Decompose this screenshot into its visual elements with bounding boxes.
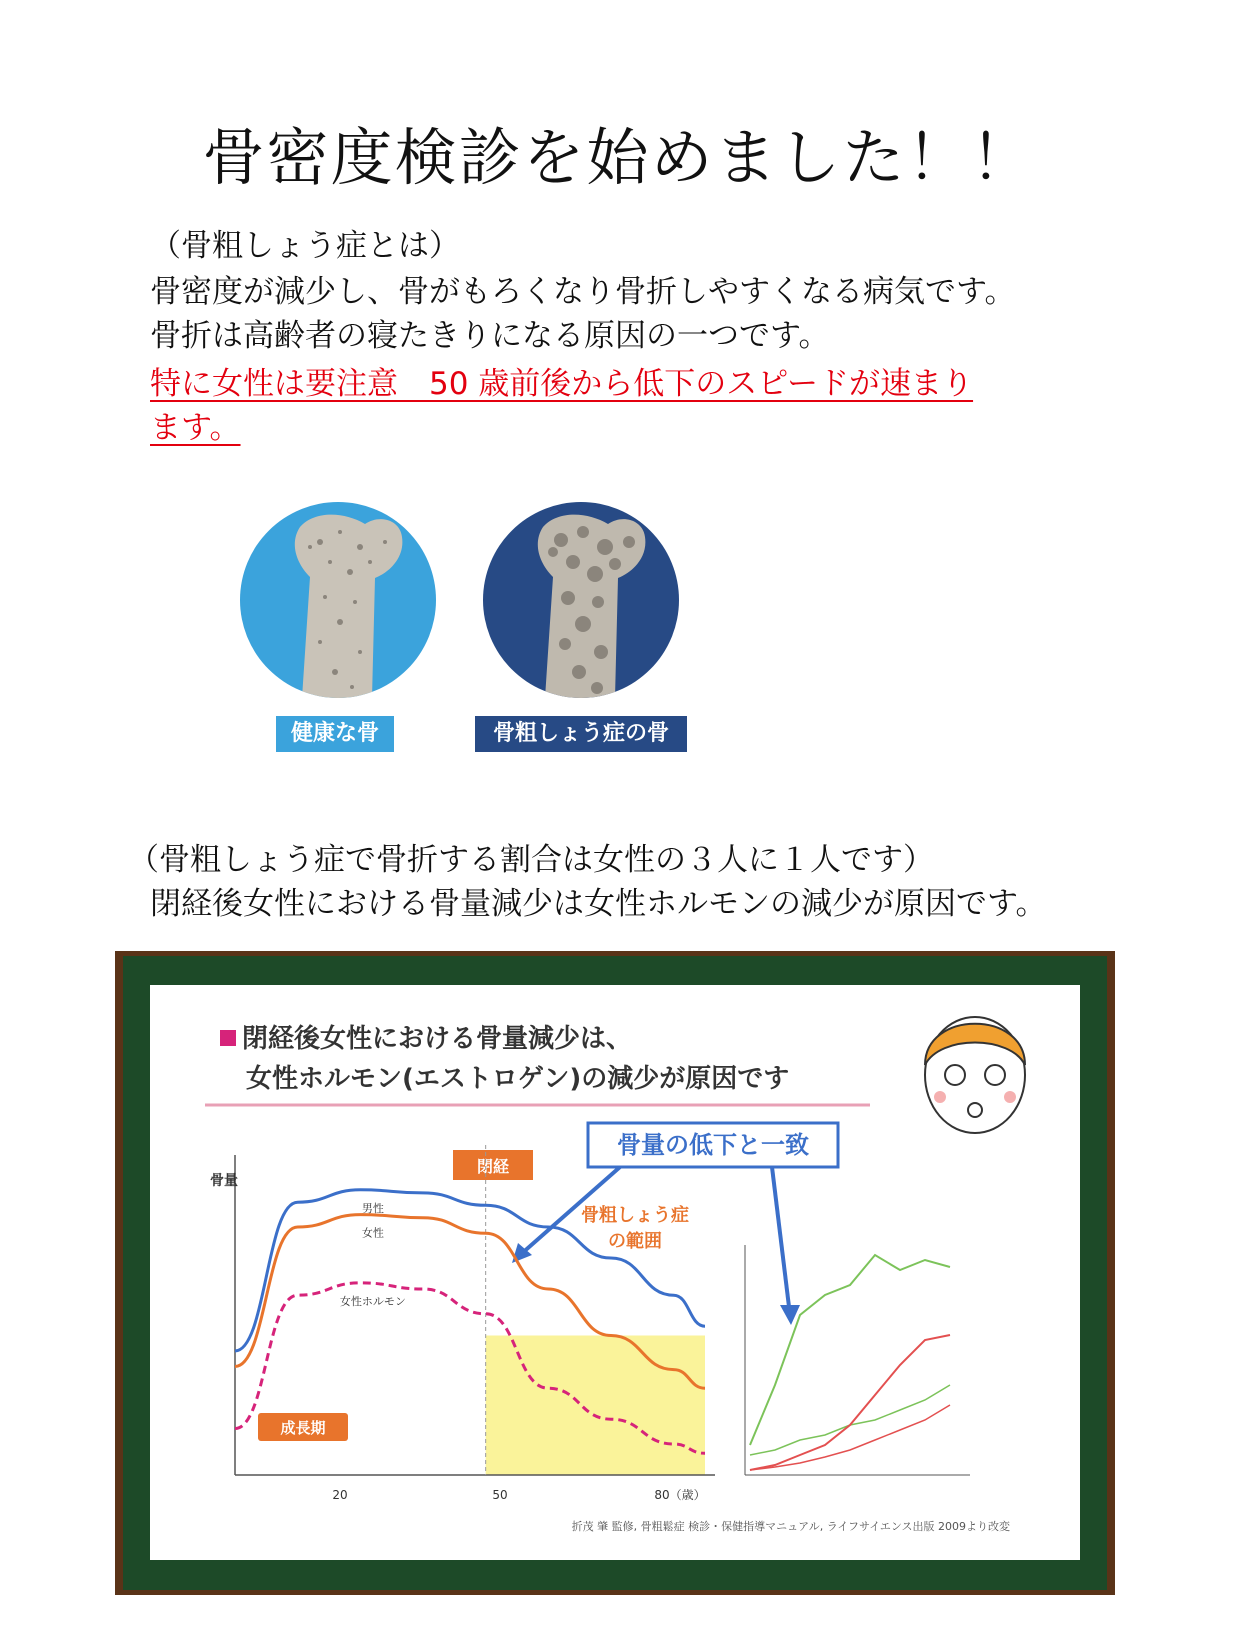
warning-line-1: 特に女性は要注意 50 歳前後から低下のスピードが速まり bbox=[150, 366, 974, 402]
mini-fracture-chart bbox=[745, 1245, 970, 1475]
series-label-0: 男性 bbox=[361, 1201, 384, 1215]
growth-label: 成長期 bbox=[280, 1419, 326, 1437]
chart-heading-1: 閉経後女性における骨量減少は、 bbox=[242, 1024, 633, 1054]
x-tick-80: 80（歳） bbox=[654, 1488, 706, 1502]
x-tick-50: 50 bbox=[492, 1488, 508, 1502]
warning-line-2: ます。 bbox=[150, 410, 241, 446]
section2-line-2: 閉経後女性における骨量減少は女性ホルモンの減少が原因です。 bbox=[150, 886, 1047, 922]
osteoporosis-bone-icon bbox=[483, 502, 679, 698]
x-tick-20: 20 bbox=[332, 1488, 348, 1502]
intro-line-1: 骨密度が減少し、骨がもろくなり骨折しやすくなる病気です。 bbox=[150, 274, 1016, 310]
callout-arrow-right bbox=[772, 1167, 790, 1315]
chart-heading-2: 女性ホルモン(エストロゲン)の減少が原因です bbox=[246, 1064, 790, 1094]
menopause-label: 閉経 bbox=[476, 1157, 510, 1176]
healthy-bone-label: 健康な骨 bbox=[276, 716, 394, 752]
chart-board bbox=[150, 985, 1080, 1560]
intro-line-2: 骨折は高齢者の寝たきりになる原因の一つです。 bbox=[150, 318, 830, 354]
page-title: 骨密度検診を始めました！！ bbox=[202, 121, 1035, 194]
osteo-range-label-2: の範囲 bbox=[608, 1231, 662, 1252]
bone-mass-chart bbox=[150, 985, 1080, 1560]
heading-marker bbox=[220, 1030, 236, 1046]
healthy-bone-icon bbox=[240, 502, 436, 698]
series-label-2: 女性ホルモン bbox=[339, 1294, 406, 1308]
source-text: 折茂 肇 監修, 骨粗鬆症 検診・保健指導マニュアル, ライフサイエンス出版 2009より改変 bbox=[571, 1520, 1010, 1533]
intro-heading: （骨粗しょう症とは） bbox=[150, 228, 460, 264]
osteoporosis-bone-label: 骨粗しょう症の骨 bbox=[475, 716, 687, 752]
healthy-bone-image bbox=[240, 502, 436, 698]
face-icon bbox=[925, 1017, 1025, 1133]
y-axis-label: 骨量 bbox=[210, 1173, 238, 1189]
series-label-1: 女性 bbox=[361, 1226, 384, 1240]
callout-text: 骨量の低下と一致 bbox=[617, 1131, 809, 1159]
osteo-range-label-1: 骨粗しょう症 bbox=[581, 1205, 689, 1226]
section2-line-1: （骨粗しょう症で骨折する割合は女性の３人に１人です） bbox=[128, 842, 934, 878]
osteoporosis-bone-image bbox=[483, 502, 679, 698]
